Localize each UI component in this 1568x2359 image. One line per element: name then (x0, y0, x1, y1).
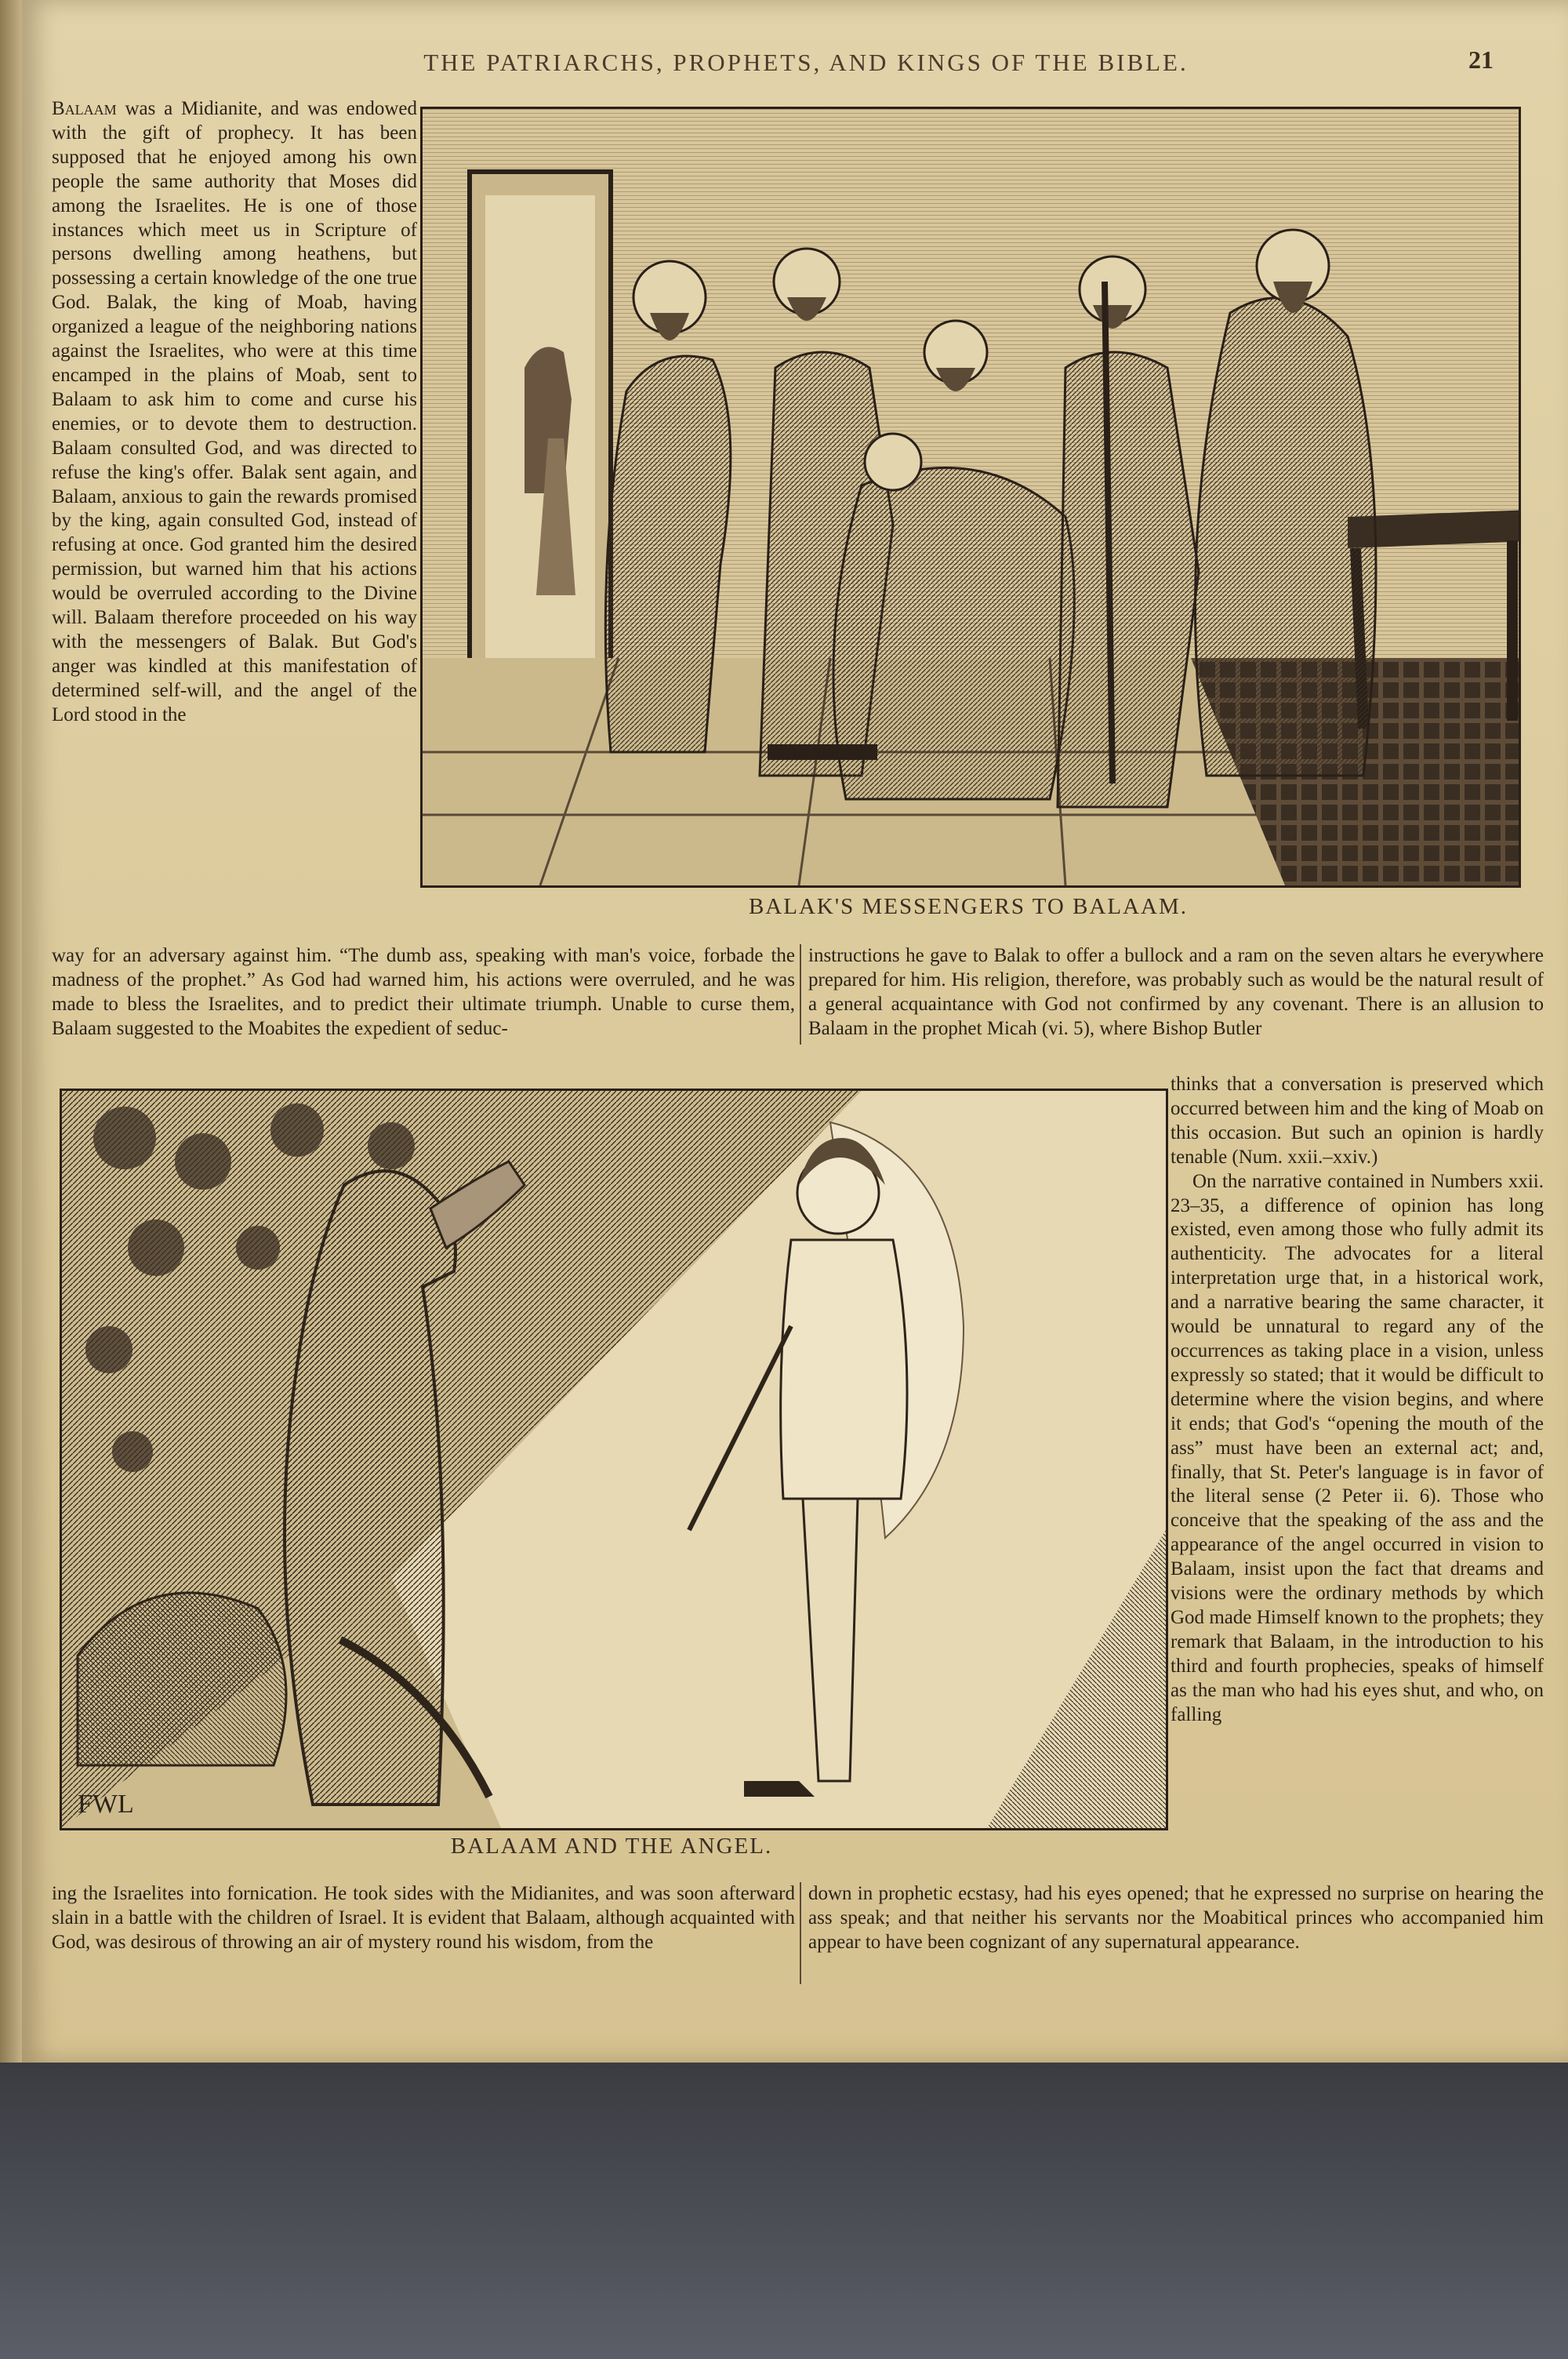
column-divider-lower (800, 1882, 801, 1984)
paragraph-middle-right: instructions he gave to Balak to offer a bullock and a ram on the seven altars he everywhere prepared for him. His religion, therefore, was probably such as would be the natural result of a general acquaintance with God not confirmed by any covenant. There is an allusion to Balaam in the prophet Micah (vi. 5), where Bishop Butler (808, 945, 1544, 1039)
column-divider-upper (800, 944, 801, 1045)
text-column-right (1171, 1073, 1544, 1727)
text-column-bottom-left (52, 1882, 795, 1955)
caption-balaam-and-angel: BALAAM AND THE ANGEL. (450, 1834, 773, 1859)
engraving-scene-messengers (423, 109, 1519, 885)
text-column-middle-left (52, 944, 795, 1041)
paragraph-middle-left: way for an adversary against him. “The dumb ass, speaking with man's voice, forbade the madness of the prophet.” As God had warned him, his actions were overruled, and he was made to bless the Israelites, and to predict their ultimate triumph. Unable to curse them, Balaam suggested to the Moabites the expedient of seduc- (52, 945, 795, 1039)
paragraph-right-2: On the narrative contained in Numbers xxii. 23–35, a difference of opinion has long existed, even among those who fully admit its authenticity. The advocates for a literal interpretation urge that, in a historical work, and a narrative bearing the same character, it would be unnatural to regard any of the occurrences as taking place in a vision, unless expressly so stated; that it would be difficult to determine where the vision begins, and where it ends; that God's “opening the mouth of the ass” must have been an external act; and, finally, that St. Peter's language is in favor of the literal sense (2 Peter ii. 6). Those who conceive that the speaking of the ass and the appearance of the angel occurred in vision to Balaam, insist upon the fact that dreams and visions were the ordinary methods by which God made Himself known to the prophets; they remark that Balaam, in the introduction to his third and fourth prophecies, speaks of himself as the man who had his eyes shut, and who, on falling (1171, 1170, 1544, 1725)
engraving-balaam-and-angel (60, 1089, 1168, 1830)
engraving-scene-angel (62, 1091, 1166, 1828)
paragraph-bottom-left: ing the Israelites into fornication. He took sides with the Midianites, and was soon afterward slain in a battle with the children of Israel. It is evident that Balaam, although acquainted with God, was desirous of throwing an air of mystery round his wisdom, from the (52, 1883, 795, 1953)
table-surface (0, 2055, 1568, 2359)
paragraph-balaam-intro (52, 97, 417, 728)
paragraph-bottom-right: down in prophetic ecstasy, had his eyes opened; that he expressed no surprise on hearing the ass speak; and that neither his servants nor the Moabitical princes who accompanied him appear to have been cognizant of any supernatural appearance. (808, 1883, 1544, 1953)
text-column-middle-right (808, 944, 1544, 1041)
text-column-bottom-right (808, 1882, 1544, 1955)
text-column-top-left (52, 97, 417, 728)
paragraph-text: was a Midianite, and was endowed with the gift of prophecy. It has been supposed that he enjoyed among his own people the same authority that Moses did among the Israelites. He is one of those instances which meet us in Scripture of persons dwelling among heathens, but possessing a certain knowledge of the one true God. Balak, the king of Moab, having organized a league of the neighboring nations against the Israelites, who were at this time encamped in the plains of Moab, sent to Balaam to ask him to come and curse his enemies, or to devote them to destruction. Balaam consulted God, and was directed to refuse the king's offer. Balak sent again, and Balaam, anxious to gain the rewards promised by the king, again consulted God, instead of refusing at once. God granted him the desired permission, but warned him that his actions would be overruled according to the Divine will. Balaam therefore proceeded on his way with the messengers of Balak. But God's anger was kindled at this manifestation of determined self-will, and the angel of the Lord stood in the (52, 98, 417, 725)
engraver-monogram: FWL (78, 1790, 134, 1819)
page-number: 21 (1468, 45, 1494, 74)
engraving-balaks-messengers (420, 107, 1521, 888)
running-title: THE PATRIARCHS, PROPHETS, AND KINGS OF THE BIBLE. (423, 49, 1189, 76)
lead-word: Balaam (52, 98, 117, 119)
facing-page-edge (0, 0, 24, 2063)
paragraph-right-1: thinks that a conversation is preserved which occurred between him and the king of Moab on this occasion. But such an opinion is hardly tenable (Num. xxii.–xxiv.) (1171, 1074, 1544, 1168)
book-page (22, 0, 1568, 2063)
caption-balaks-messengers: BALAK'S MESSENGERS TO BALAAM. (748, 894, 1189, 919)
